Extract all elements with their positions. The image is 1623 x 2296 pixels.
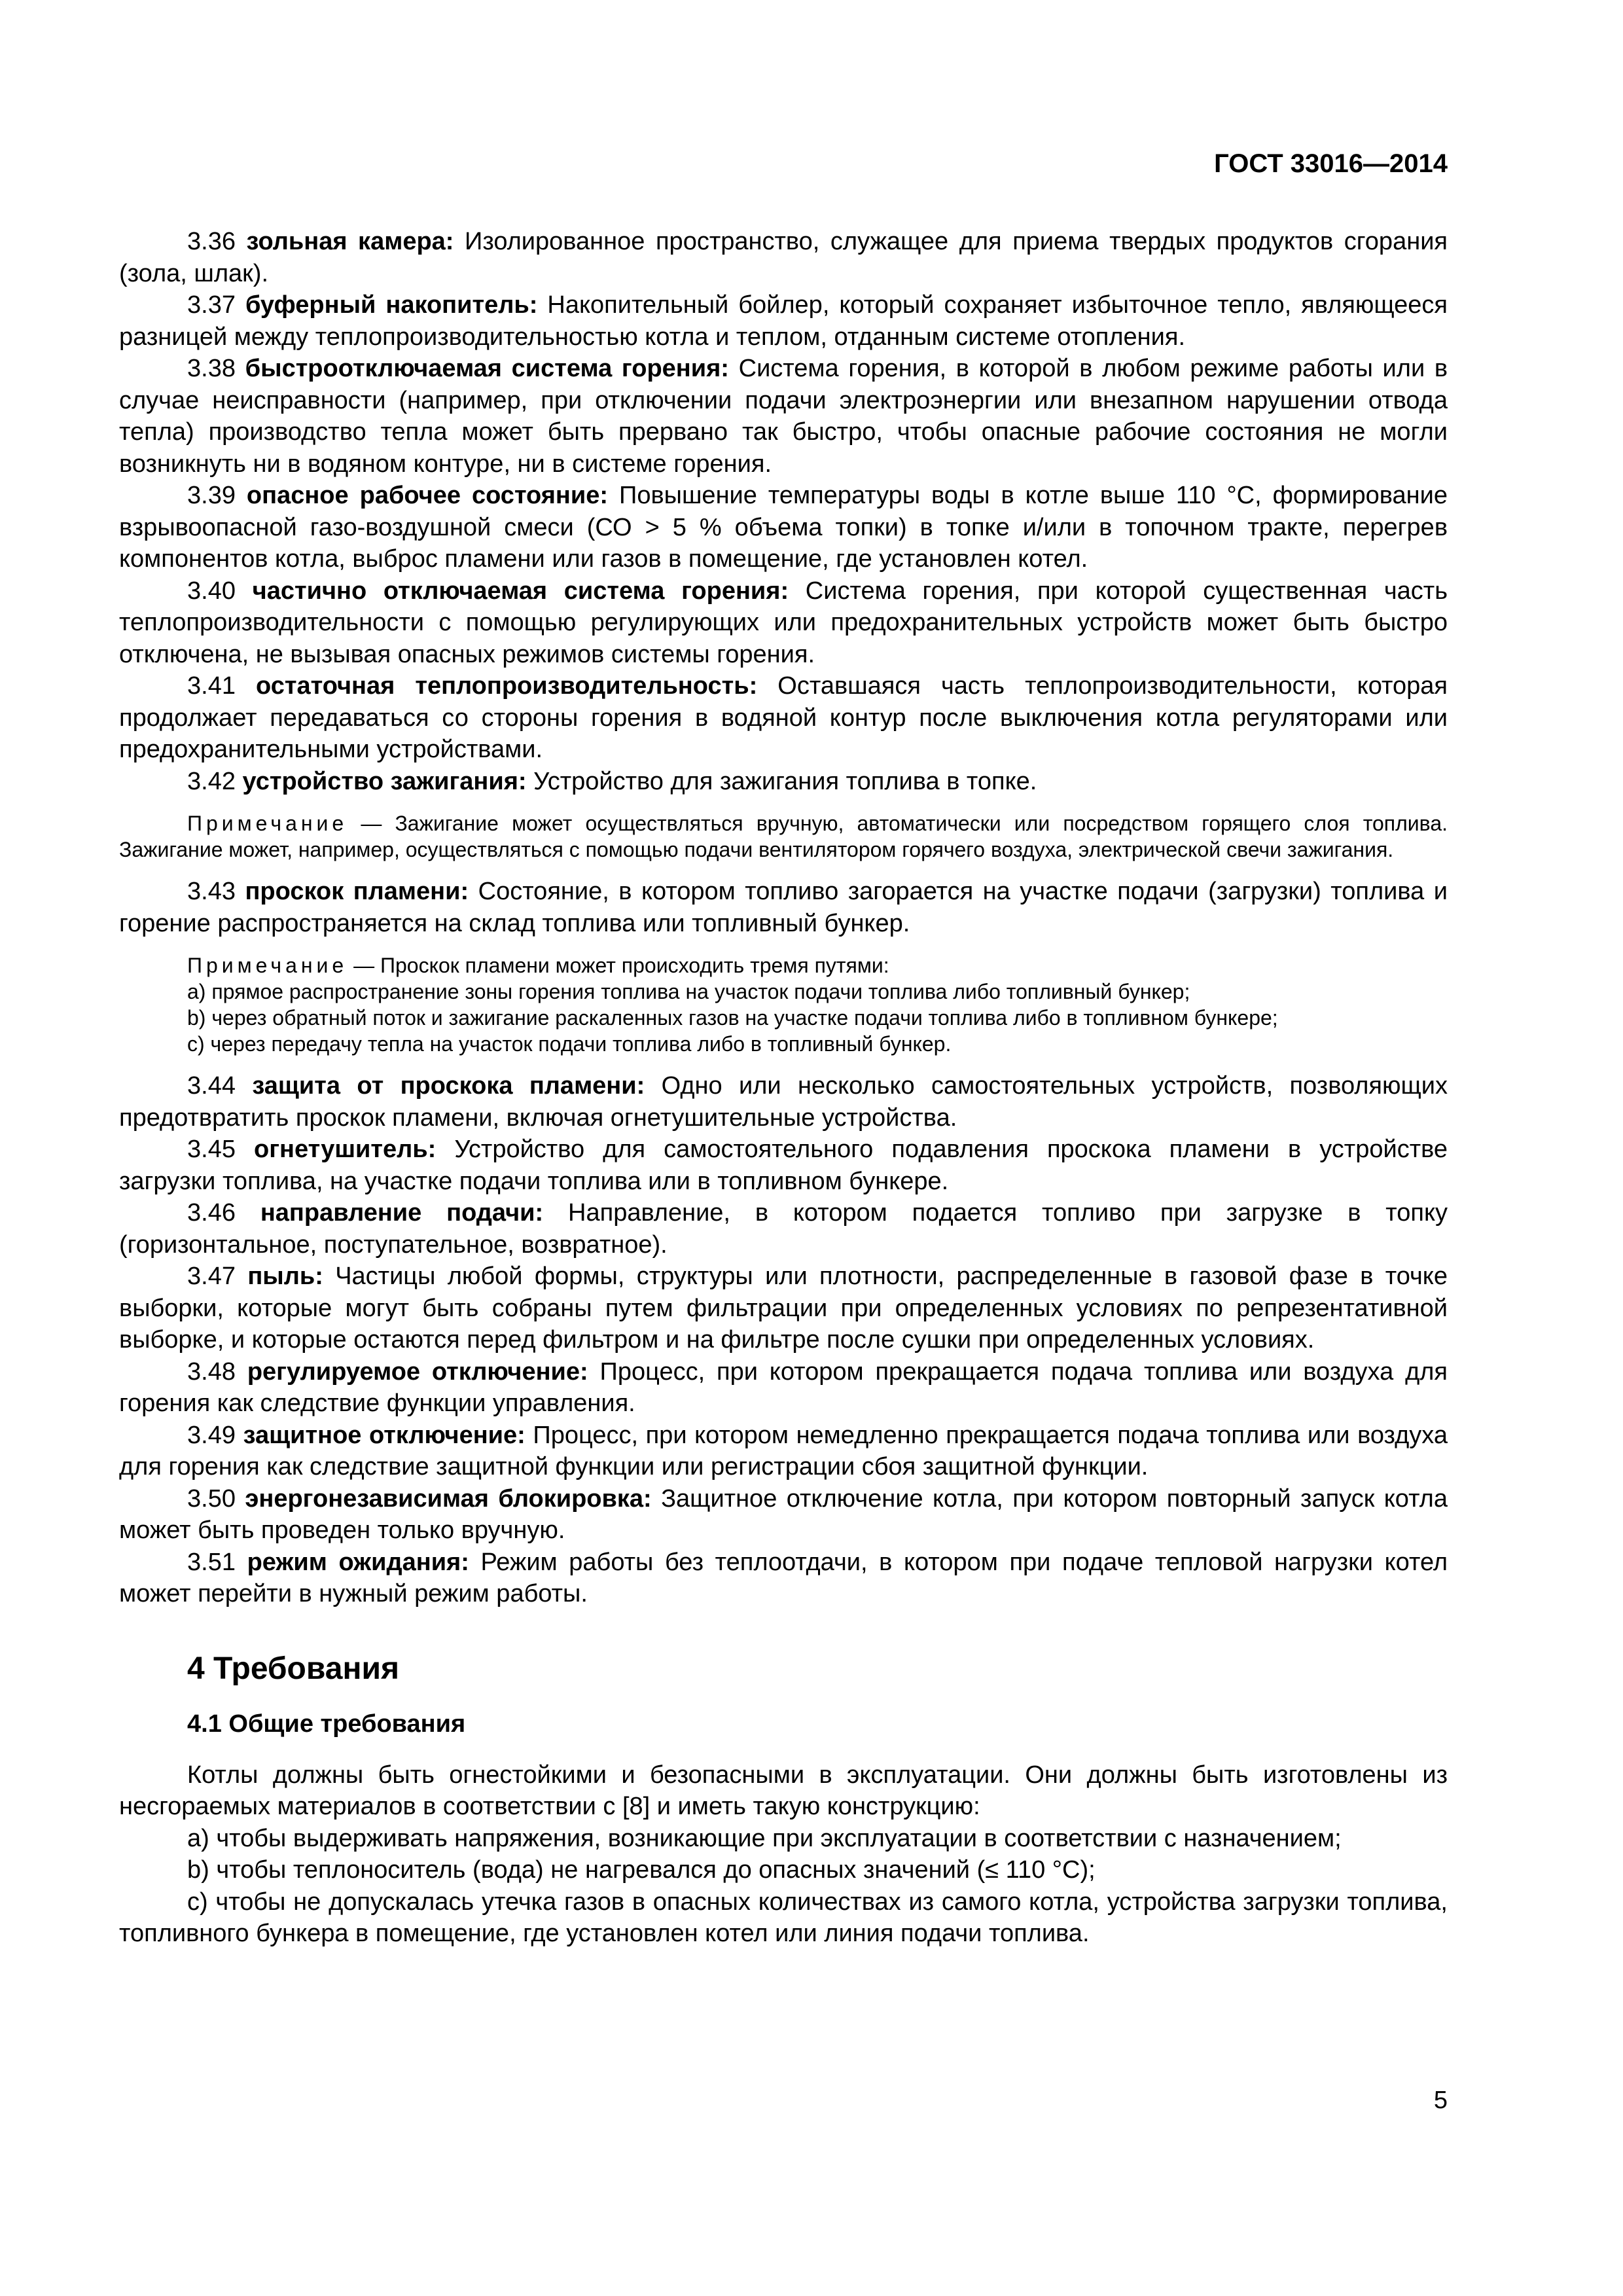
requirement-item: а) чтобы выдерживать напряжения, возникающие при эксплуатации в соответствии с назначением;	[187, 1824, 1342, 1852]
term-entry: 3.51 режим ожидания: Режим работы без теплоотдачи, в котором при подаче тепловой нагрузки котел может перейти в нужный режим работы.	[119, 1548, 1448, 1607]
term-entry: 3.50 энергонезависимая блокировка: Защитное отключение котла, при котором повторный запуск котла может быть проведен только вручную.	[119, 1484, 1448, 1544]
note-flame-paths	[119, 952, 1448, 1057]
note-label: Примечание	[187, 812, 348, 835]
standard-designation: ГОСТ 33016—2014	[1214, 149, 1448, 178]
term-entry: 3.42 устройство зажигания: Устройство для зажигания топлива в топке.	[187, 767, 1037, 795]
term-entry: 3.41 остаточная теплопроизводительность: Оставшаяся часть теплопроизводительности, которая продолжает передаваться со стороны горения в водяной контур после выключения котла регуляторами или предохранительными устройствами.	[119, 672, 1448, 763]
term-entry: 3.38 быстроотключаемая система горения: Система горения, в которой в любом режиме работы или в случае неисправности (например, при отключении подачи электроэнергии или внезапном нарушении отвода тепла) производство тепла может быть прервано так быстро, чтобы опасные рабочие состояния не могли возникнуть ни в водяном контуре, ни в системе горения.	[119, 355, 1448, 478]
requirement-item: с) чтобы не допускалась утечка газов в опасных количествах из самого котла, устройства загрузки топлива, топливного бункера в помещение, где установлен котел или линия подачи топлива.	[119, 1888, 1448, 1947]
note-list-item: с) через передачу тепла на участок подачи топлива либо в топливный бункер.	[187, 1032, 952, 1056]
subsection-title: 4.1 Общие требования	[187, 1710, 466, 1738]
requirement-item: b) чтобы теплоноситель (вода) не нагревался до опасных значений (≤ 110 °С);	[187, 1856, 1096, 1884]
note-list-item: b) через обратный поток и зажигание раскаленных газов на участке подачи топлива либо в топливном бункере;	[187, 1006, 1278, 1030]
term-entry: 3.47 пыль: Частицы любой формы, структуры или плотности, распределенные в газовой фазе в точке выборки, которые могут быть собраны путем фильтрации при определенных условиях по репрезентативной выборке, и которые остаются перед фильтром и на фильтре после сушки при определенных условиях.	[119, 1263, 1448, 1354]
term-entry: 3.48 регулируемое отключение: Процесс, при котором прекращается подача топлива или воздуха для горения как следствие функции управления.	[119, 1357, 1448, 1417]
term-entry: 3.43 проскок пламени: Состояние, в котором топливо загорается на участке подачи (загрузки) топлива и горение распространяется на склад топлива или топливный бункер.	[119, 878, 1448, 937]
note	[119, 952, 1448, 978]
page-content	[119, 226, 1448, 1950]
note-list-item: а) прямое распространение зоны горения топлива на участок подачи топлива либо топливный бункер;	[187, 980, 1190, 1003]
term-entry: 3.39 опасное рабочее состояние: Повышение температуры воды в котле выше 110 °С, формирование взрывоопасной газо-воздушной смеси (СО > 5 % объема топки) в топке и/или в топочном тракте, перегрев компонентов котла, выброс пламени или газов в помещение, где установлен котел.	[119, 482, 1448, 573]
section-title: 4 Требования	[187, 1651, 399, 1686]
term-entry: 3.36 зольная камера: Изолированное пространство, служащее для приема твердых продуктов сгорания (зола, шлак).	[119, 228, 1448, 287]
term-entry: 3.46 направление подачи: Направление, в котором подается топливо при загрузке в топку (горизонтальное, поступательное, возвратное).	[119, 1199, 1448, 1259]
term-entry: 3.40 частично отключаемая система горения: Система горения, при которой существенная часть теплопроизводительности с помощью регулирующих или предохранительных устройств может быть быстро отключена, не вызывая опасных режимов системы горения.	[119, 577, 1448, 668]
note-text: — Проскок пламени может происходить тремя путями:	[348, 954, 889, 977]
term-entry: 3.45 огнетушитель: Устройство для самостоятельного подавления проскока пламени в устройстве загрузки топлива, на участке подачи топлива или в топливном бункере.	[119, 1136, 1448, 1195]
page-number: 5	[1433, 2087, 1448, 2114]
term-entry: 3.49 защитное отключение: Процесс, при котором немедленно прекращается подача топлива или воздуха для горения как следствие защитной функции или регистрации сбоя защитной функции.	[119, 1421, 1448, 1480]
term-entry: 3.37 буферный накопитель: Накопительный бойлер, который сохраняет избыточное тепло, являющееся разницей между теплопроизводительностью котла и теплом, отданным системе отопления.	[119, 291, 1448, 351]
note-label: Примечание	[187, 954, 348, 977]
note	[119, 810, 1448, 863]
note-text: — Зажигание может осуществляться вручную, автоматически или посредством горящего слоя топлива. Зажигание может, например, осуществляться с помощью подачи вентилятором горячего воздуха, электрической свечи зажигания.	[119, 812, 1448, 861]
term-entry: 3.44 защита от проскока пламени: Одно или несколько самостоятельных устройств, позволяющих предотвратить проскок пламени, включая огнетушительные устройства.	[119, 1072, 1448, 1132]
section-intro: Котлы должны быть огнестойкими и безопасными в эксплуатации. Они должны быть изготовлены из несгораемых материалов в соответствии с [8] и иметь такую конструкцию:	[119, 1761, 1448, 1820]
